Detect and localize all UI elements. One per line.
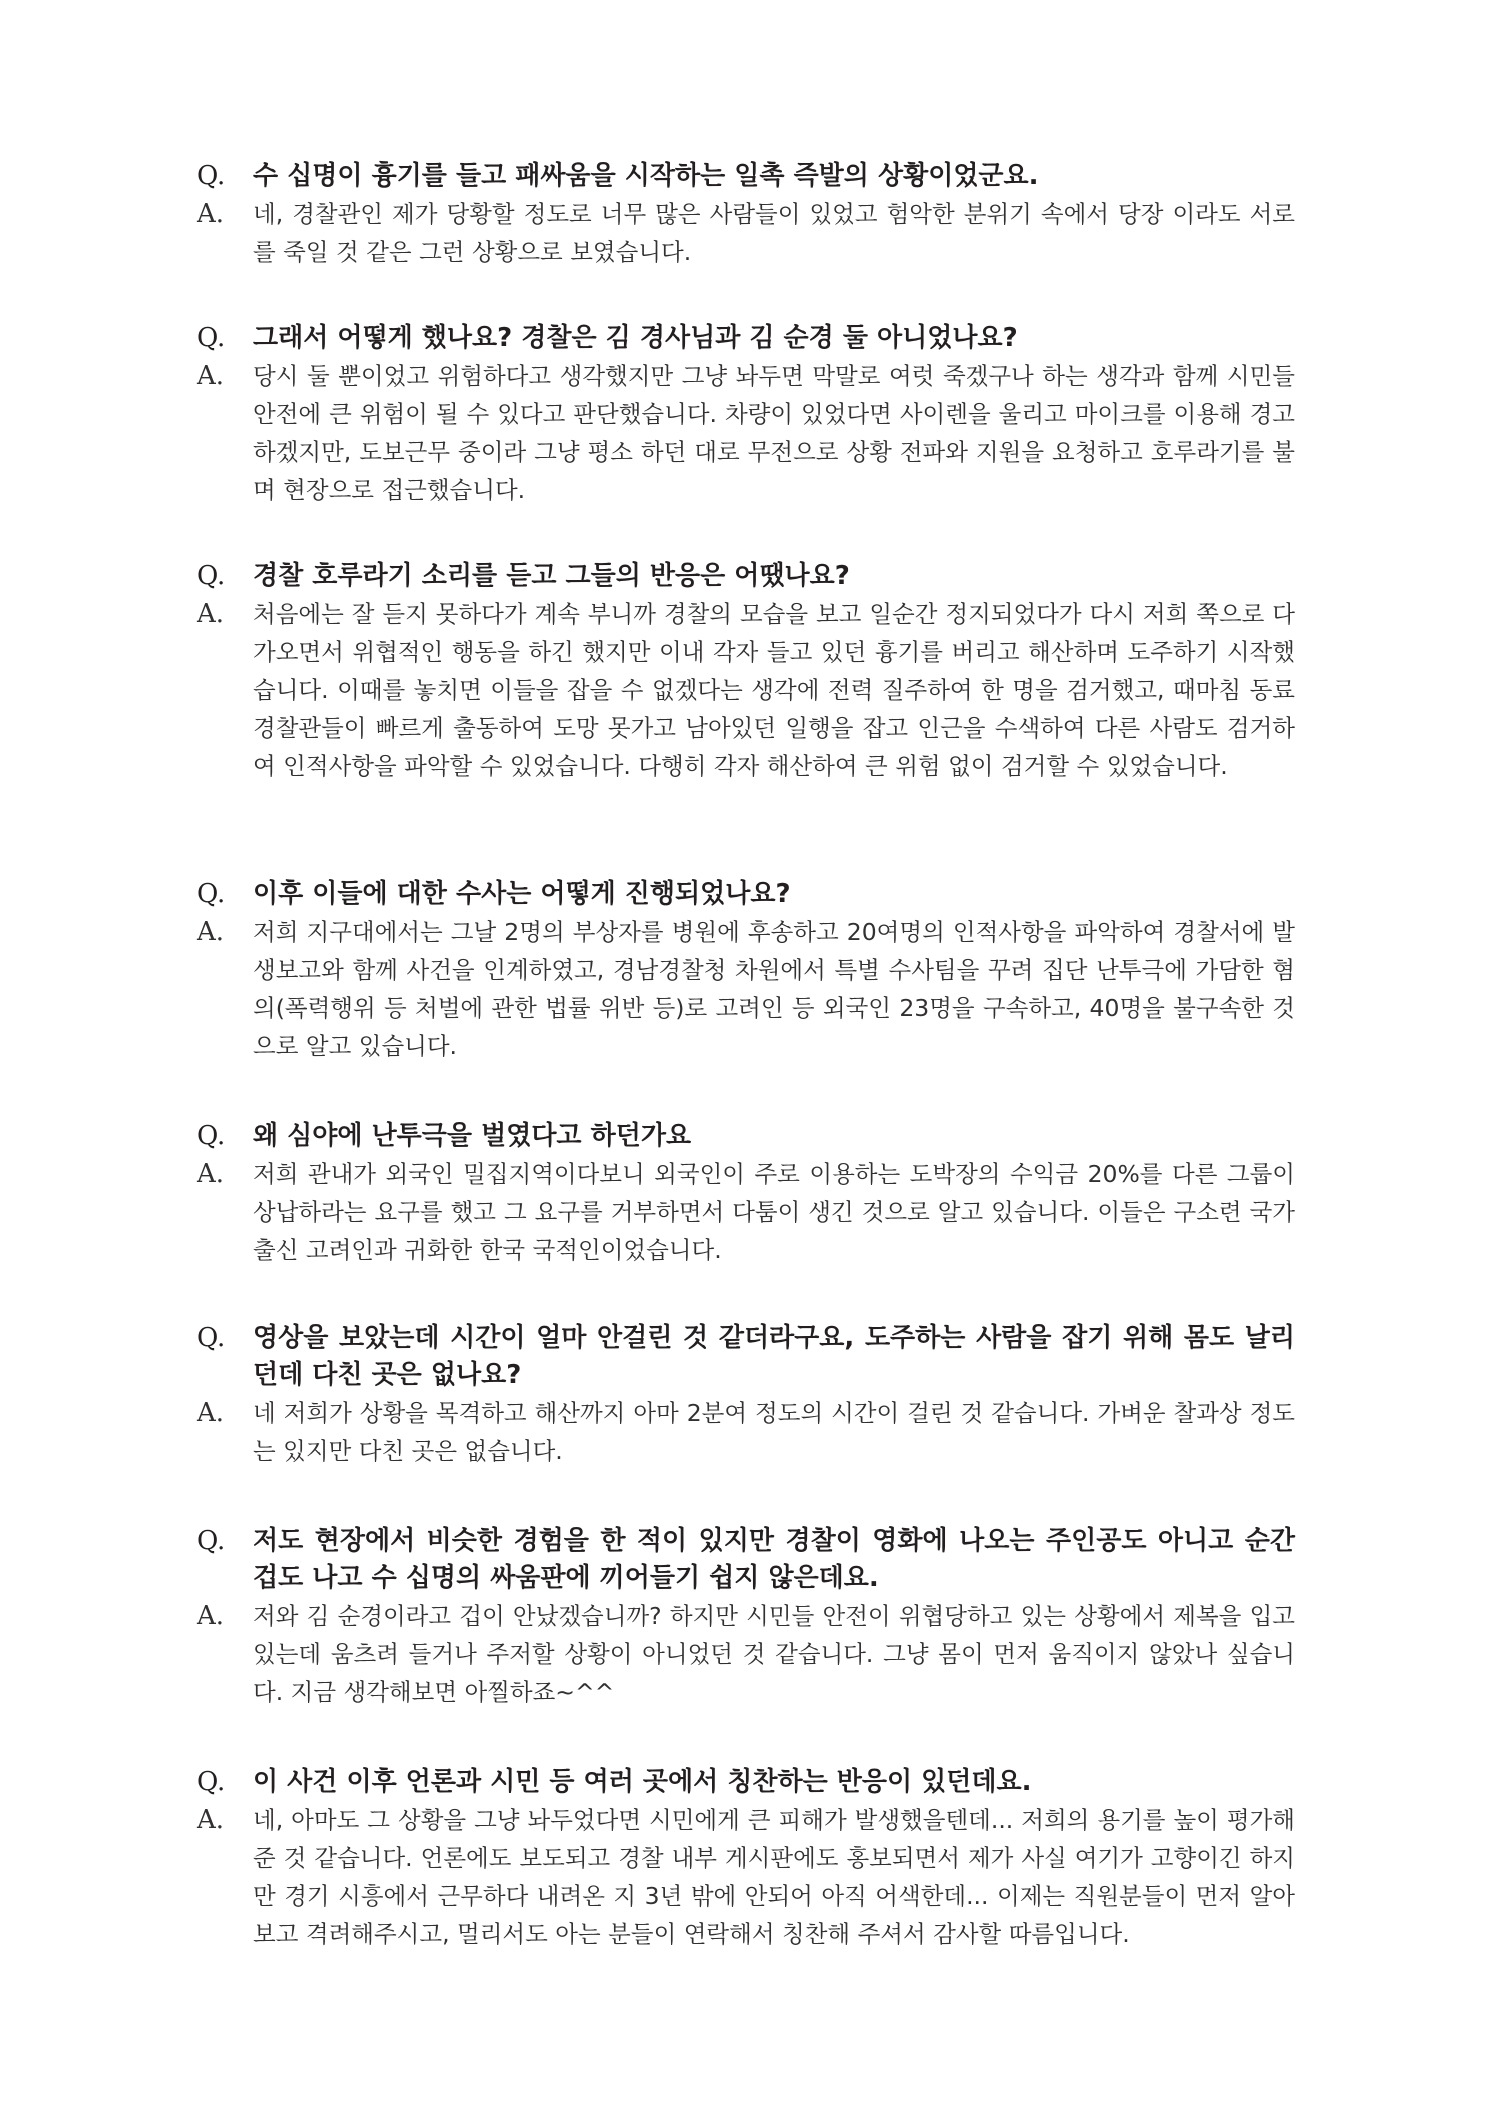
qa-item xyxy=(197,1320,1295,1470)
answer-text: 저와 김 순경이라고 겁이 안났겠습니까? 하지만 시민들 안전이 위협당하고 있는 상황에서 제복을 입고 있는데 움츠려 들거나 주저할 상황이 아니었던 것 같습니다. 그냥 몸이 먼저 움직이지 않았나 싶습니다. 지금 생각해보면 아찔하죠~^^ xyxy=(253,1602,1295,1706)
answer xyxy=(197,595,1295,785)
question xyxy=(197,158,1295,195)
question-text: 영상을 보았는데 시간이 얼마 안걸린 것 같더라구요, 도주하는 사람을 잡기 위해 몸도 날리던데 다친 곳은 없나요? xyxy=(253,1323,1295,1390)
question-label: Q. xyxy=(197,161,226,191)
question xyxy=(197,1118,1295,1155)
question-label: Q. xyxy=(197,1767,226,1797)
answer-label: A. xyxy=(197,1805,225,1835)
question-label: Q. xyxy=(197,1121,226,1151)
qa-item xyxy=(197,158,1295,271)
answer-label: A. xyxy=(197,917,225,947)
question-text: 수 십명이 흉기를 들고 패싸움을 시작하는 일촉 즉발의 상황이었군요. xyxy=(253,161,1039,191)
answer-label: A. xyxy=(197,1398,225,1428)
question-text: 왜 심야에 난투극을 벌였다고 하던가요 xyxy=(253,1121,692,1151)
answer-text: 네 저희가 상황을 목격하고 해산까지 아마 2분여 정도의 시간이 걸린 것 같습니다. 가벼운 찰과상 정도는 있지만 다친 곳은 없습니다. xyxy=(253,1399,1295,1465)
qa-item xyxy=(197,558,1295,785)
qa-item xyxy=(197,320,1295,509)
question-label: Q. xyxy=(197,561,226,591)
qa-item xyxy=(197,1118,1295,1269)
answer-text: 저희 관내가 외국인 밀집지역이다보니 외국인이 주로 이용하는 도박장의 수익금 20%를 다른 그룹이 상납하라는 요구를 했고 그 요구를 거부하면서 다툼이 생긴 것으로 알고 있습니다. 이들은 구소련 국가출신 고려인과 귀화한 한국 국적인이었습니다. xyxy=(253,1160,1295,1264)
question xyxy=(197,1523,1295,1597)
question xyxy=(197,320,1295,357)
answer-text: 네, 경찰관인 제가 당황할 정도로 너무 많은 사람들이 있었고 험악한 분위기 속에서 당장 이라도 서로를 죽일 것 같은 그런 상황으로 보였습니다. xyxy=(253,200,1295,266)
question-label: Q. xyxy=(197,1526,226,1556)
answer-label: A. xyxy=(197,199,225,229)
answer xyxy=(197,913,1295,1065)
answer xyxy=(197,1597,1295,1711)
question-label: Q. xyxy=(197,323,226,353)
answer-label: A. xyxy=(197,1159,225,1189)
answer xyxy=(197,1801,1295,1953)
question-text: 그래서 어떻게 했나요? 경찰은 김 경사님과 김 순경 둘 아니었나요? xyxy=(253,323,1018,353)
answer-text: 저희 지구대에서는 그날 2명의 부상자를 병원에 후송하고 20여명의 인적사항을 파악하여 경찰서에 발생보고와 함께 사건을 인계하였고, 경남경찰청 차원에서 특별 수사팀을 꾸려 집단 난투극에 가담한 혐의(폭력행위 등 처벌에 관한 법률 위반 등)로 고려인 등 외국인 23명을 구속하고, 40명을 불구속한 것으로 알고 있습니다. xyxy=(253,918,1295,1060)
answer-text: 당시 둘 뿐이었고 위험하다고 생각했지만 그냥 놔두면 막말로 여럿 죽겠구나 하는 생각과 함께 시민들 안전에 큰 위험이 될 수 있다고 판단했습니다. 차량이 있었다면 사이렌을 울리고 마이크를 이용해 경고하겠지만, 도보근무 중이라 그냥 평소 하던 대로 무전으로 상황 전파와 지원을 요청하고 호루라기를 불며 현장으로 접근했습니다. xyxy=(253,362,1295,504)
answer-text: 처음에는 잘 듣지 못하다가 계속 부니까 경찰의 모습을 보고 일순간 정지되었다가 다시 저희 쪽으로 다가오면서 위협적인 행동을 하긴 했지만 이내 각자 들고 있던 흉기를 버리고 해산하며 도주하기 시작했습니다. 이때를 놓치면 이들을 잡을 수 없겠다는 생각에 전력 질주하여 한 명을 검거했고, 때마침 동료 경찰관들이 빠르게 출동하여 도망 못가고 남아있던 일행을 잡고 인근을 수색하여 다른 사람도 검거하여 인적사항을 파악할 수 있었습니다. 다행히 각자 해산하여 큰 위험 없이 검거할 수 있었습니다. xyxy=(253,600,1295,780)
qa-item xyxy=(197,1523,1295,1711)
answer xyxy=(197,357,1295,509)
answer-label: A. xyxy=(197,1601,225,1631)
question xyxy=(197,558,1295,595)
question-text: 경찰 호루라기 소리를 듣고 그들의 반응은 어땠나요? xyxy=(253,561,850,591)
answer-text: 네, 아마도 그 상황을 그냥 놔두었다면 시민에게 큰 피해가 발생했을텐데... 저희의 용기를 높이 평가해 준 것 같습니다. 언론에도 보도되고 경찰 내부 게시판에도 홍보되면서 제가 사실 여기가 고향이긴 하지만 경기 시흥에서 근무하다 내려온 지 3년 밖에 안되어 아직 어색한데... 이제는 직원분들이 먼저 알아보고 격려해주시고, 멀리서도 아는 분들이 연락해서 칭찬해 주셔서 감사할 따름입니다. xyxy=(253,1806,1295,1948)
answer xyxy=(197,195,1295,271)
question xyxy=(197,1764,1295,1801)
question-label: Q. xyxy=(197,879,226,909)
answer-label: A. xyxy=(197,599,225,629)
answer xyxy=(197,1155,1295,1269)
qa-item xyxy=(197,876,1295,1065)
qa-item xyxy=(197,1764,1295,1953)
question xyxy=(197,876,1295,913)
answer-label: A. xyxy=(197,361,225,391)
question-text: 이 사건 이후 언론과 시민 등 여러 곳에서 칭찬하는 반응이 있던데요. xyxy=(253,1767,1032,1797)
question-text: 저도 현장에서 비슷한 경험을 한 적이 있지만 경찰이 영화에 나오는 주인공도 아니고 순간 겁도 나고 수 십명의 싸움판에 끼어들기 쉽지 않은데요. xyxy=(253,1526,1295,1593)
question xyxy=(197,1320,1295,1394)
question-text: 이후 이들에 대한 수사는 어떻게 진행되었나요? xyxy=(253,879,791,909)
answer xyxy=(197,1394,1295,1470)
question-label: Q. xyxy=(197,1323,226,1353)
